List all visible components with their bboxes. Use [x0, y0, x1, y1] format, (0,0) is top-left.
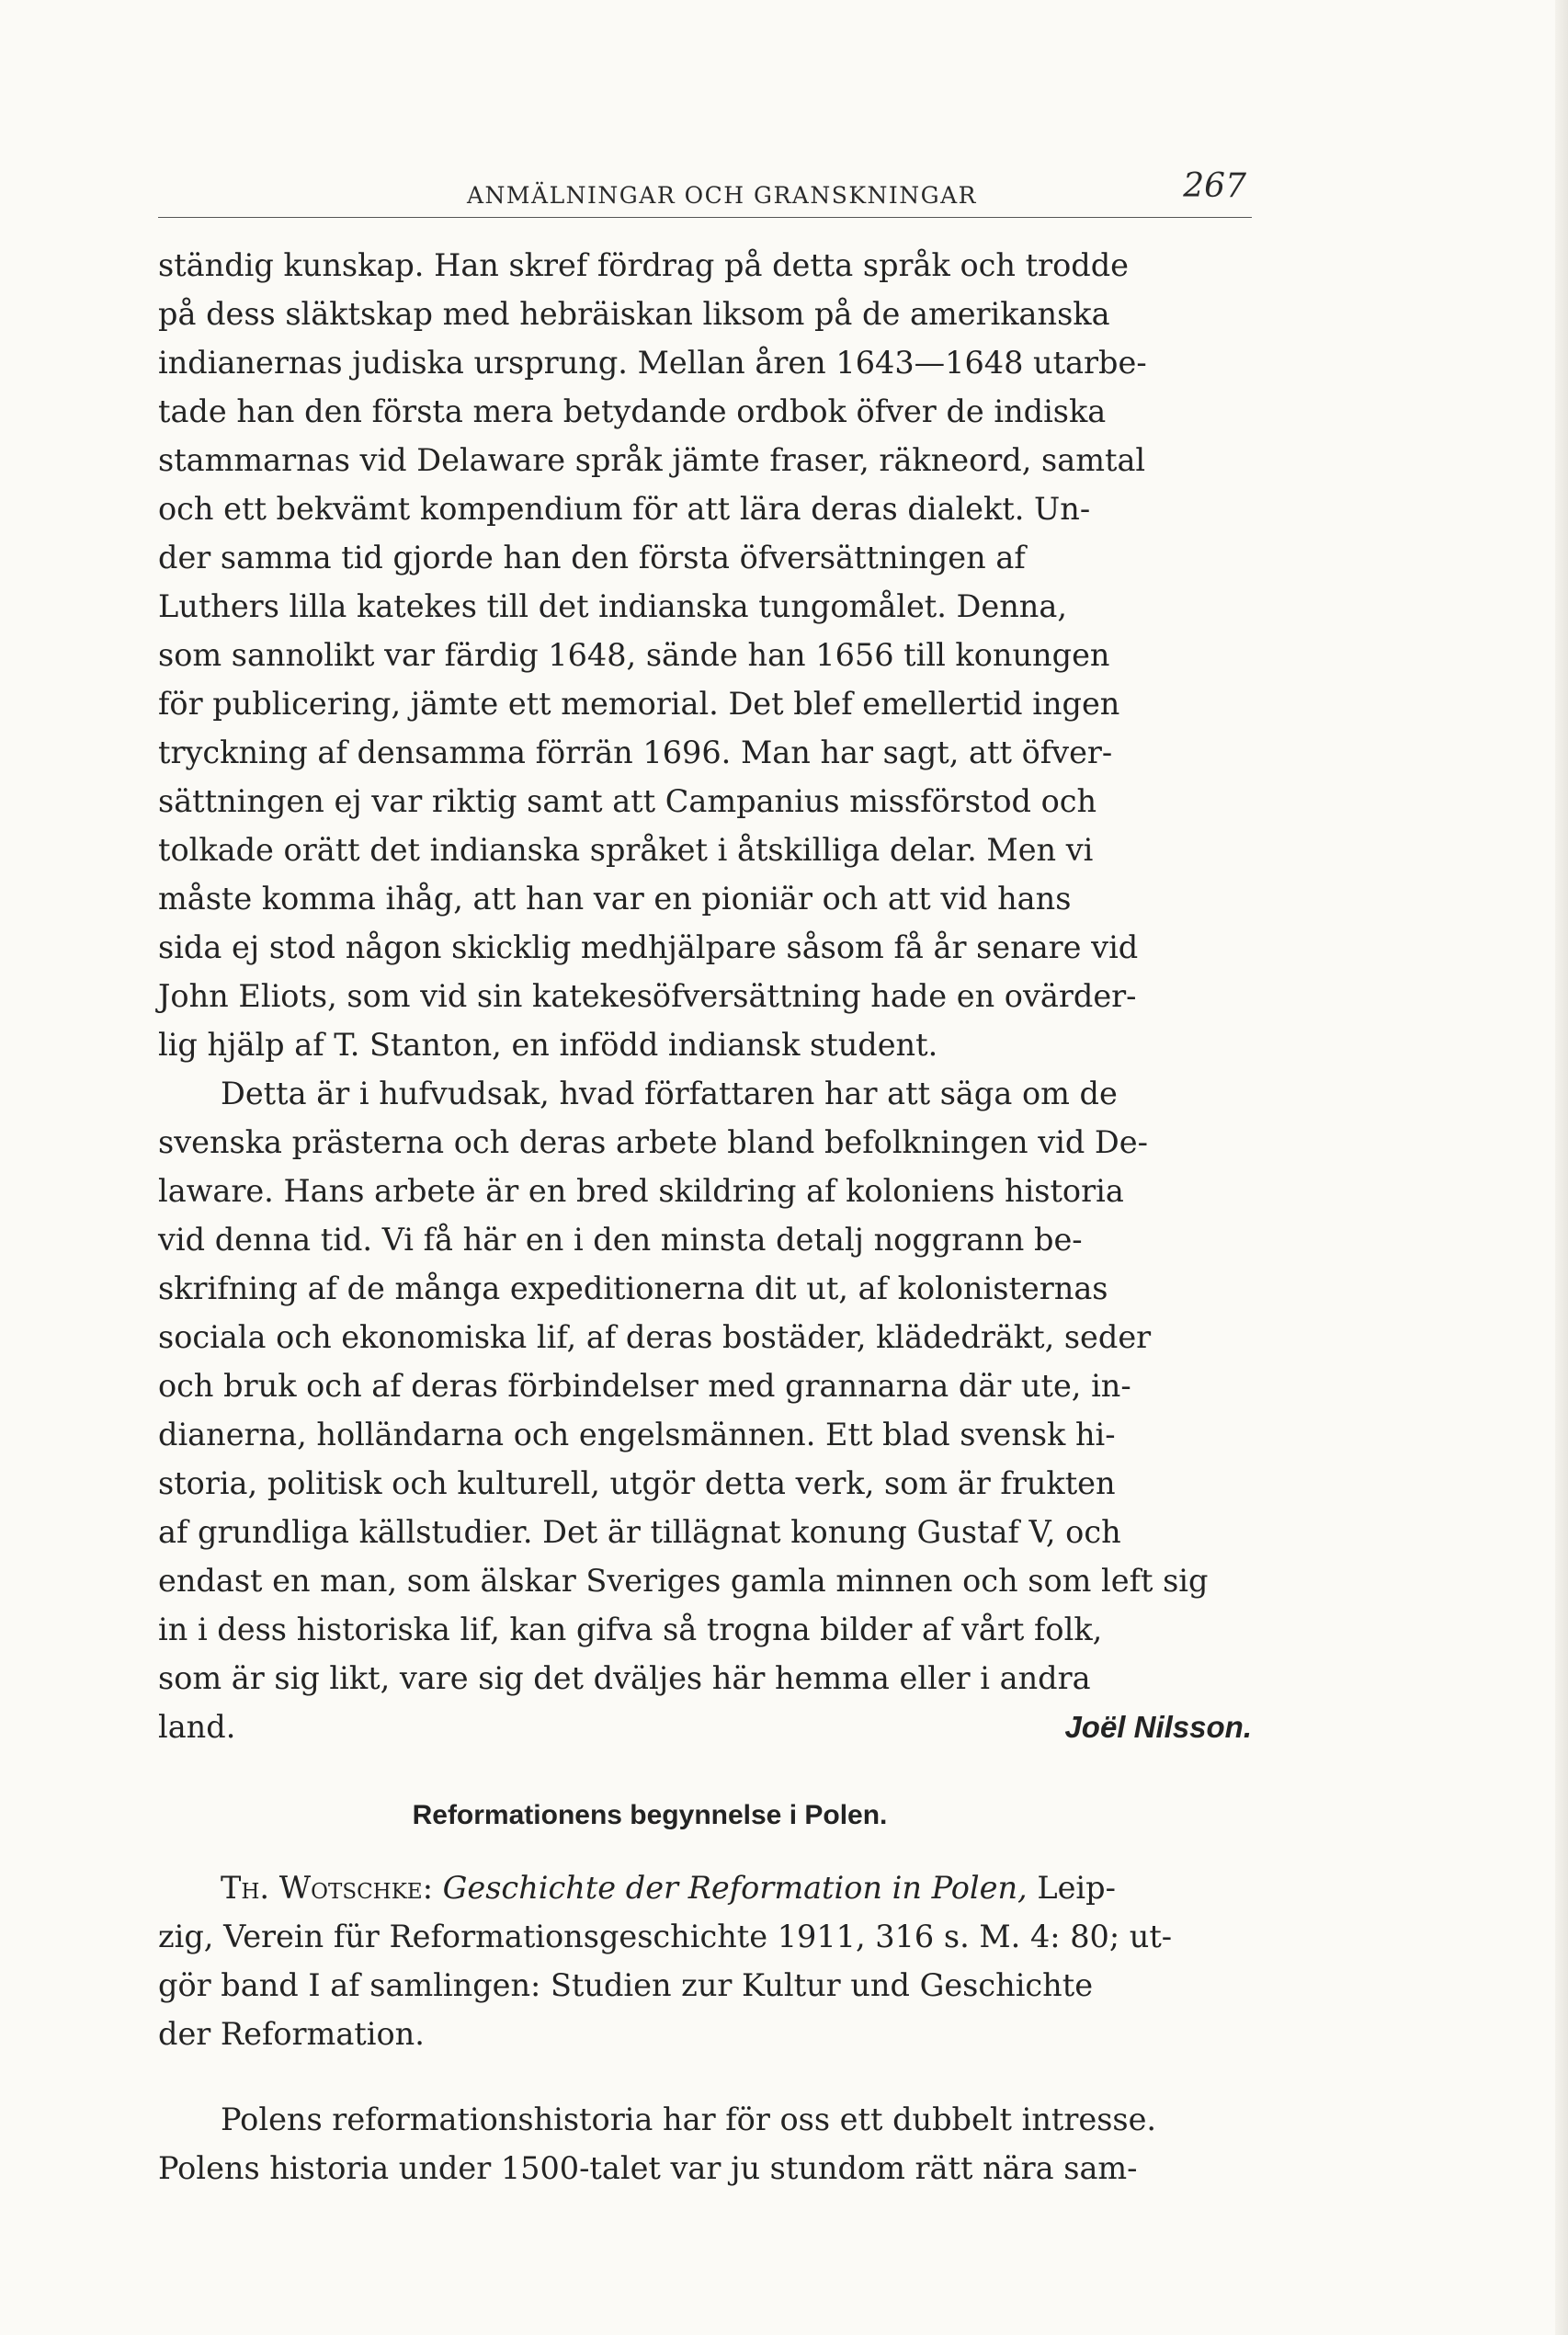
- text-line: måste komma ihåg, att han var en pioniär och att vid hans: [158, 881, 1072, 917]
- text-line: sida ej stod någon skicklig medhjälpare såsom få år senare vid: [158, 929, 1139, 965]
- text-line: der samma tid gjorde han den första öfversättningen af: [158, 540, 1026, 575]
- page-header: [158, 167, 1252, 221]
- text-line: laware. Hans arbete är en bred skildring af koloniens historia: [158, 1173, 1124, 1209]
- text-line: för publicering, jämte ett memorial. Det blef emellertid ingen: [158, 686, 1120, 722]
- text-line: och ett bekvämt kompendium för att lära deras dialekt. Un-: [158, 491, 1091, 527]
- text-line: in i dess historiska lif, kan gifva så trogna bilder af vårt folk,: [158, 1612, 1103, 1647]
- text-line: vid denna tid. Vi få här en i den minsta detalj noggrann be-: [158, 1222, 1083, 1258]
- text-line: John Eliots, som vid sin katekesöfversättning hade en ovärder-: [158, 978, 1137, 1014]
- text-line: Luthers lilla katekes till det indianska tungomålet. Denna,: [158, 588, 1068, 624]
- text-line: och bruk och af deras förbindelser med grannarna där ute, in-: [158, 1368, 1131, 1404]
- text-line: svenska prästerna och deras arbete bland befolkningen vid De-: [158, 1124, 1148, 1160]
- text-line: skrifning af de många expeditionerna dit ut, af kolonisternas: [158, 1270, 1108, 1306]
- text-line: på dess släktskap med hebräiskan liksom på de amerikanska: [158, 296, 1110, 332]
- text-line: indianernas judiska ursprung. Mellan åren 1643—1648 utarbe-: [158, 345, 1147, 381]
- page-body: [158, 241, 1270, 2193]
- text-line: tolkade orätt det indianska språket i åtskilliga delar. Men vi: [158, 832, 1094, 868]
- page-edge-shadow: [1555, 0, 1568, 2335]
- text-line: som är sig likt, vare sig det dväljes här hemma eller i andra: [158, 1660, 1091, 1696]
- review1-paragraph1: [158, 241, 1270, 1069]
- section-heading: Reformationens begynnelse i Polen.: [412, 1800, 888, 1830]
- text-line: af grundliga källstudier. Det är tillägnat konung Gustaf V, och: [158, 1514, 1121, 1550]
- spacer: [158, 2058, 1270, 2095]
- signature-line: [158, 1703, 1270, 1751]
- text-line: tade han den första mera betydande ordbok öfver de indiska: [158, 393, 1107, 429]
- text-line: endast en man, som älskar Sveriges gamla minnen och som left sig: [158, 1563, 1209, 1599]
- text-line: sättningen ej var riktig samt att Campanius missförstod och: [158, 783, 1097, 819]
- text-line: lig hjälp af T. Stanton, en infödd indiansk student.: [158, 1027, 938, 1063]
- text-line: sociala och ekonomiska lif, af deras bostäder, klädedräkt, seder: [158, 1319, 1152, 1355]
- citation-line: gör band I af samlingen: Studien zur Kultur und Geschichte: [158, 1967, 1094, 2003]
- citation-line: Th. Wotschke: Geschichte der Reformation in Polen, Leip-: [221, 1870, 1116, 1906]
- citation-line: zig, Verein für Reformationsgeschichte 1911, 316 s. M. 4: 80; ut-: [158, 1919, 1173, 1954]
- header-rule: [158, 217, 1252, 218]
- text-line: land.: [158, 1709, 236, 1745]
- citation-title: Geschichte der Reformation in Polen,: [442, 1870, 1028, 1906]
- text-line: Polens reformationshistoria har för oss ett dubbelt intresse.: [221, 2102, 1157, 2137]
- text-line: Polens historia under 1500-talet var ju stundom rätt nära sam-: [158, 2150, 1138, 2186]
- reviewer-signature: Joël Nilsson.: [1064, 1710, 1252, 1744]
- text-line: dianerna, holländarna och engelsmännen. Ett blad svensk hi-: [158, 1417, 1116, 1452]
- text-line: tryckning af densamma förrän 1696. Man har sagt, att öfver-: [158, 735, 1113, 770]
- citation-place: Leip-: [1037, 1870, 1116, 1906]
- text-line: storia, politisk och kulturell, utgör detta verk, som är frukten: [158, 1465, 1116, 1501]
- text-line: Detta är i hufvudsak, hvad författaren har att säga om de: [221, 1076, 1118, 1111]
- review2-citation: [158, 1863, 1270, 2058]
- text-line: stammarnas vid Delaware språk jämte fraser, räkneord, samtal: [158, 442, 1146, 478]
- citation-line: der Reformation.: [158, 2016, 425, 2052]
- review2-paragraph1: [158, 2095, 1270, 2193]
- review1-paragraph2: [158, 1069, 1270, 1751]
- running-head: ANMÄLNINGAR OCH GRANSKNINGAR: [467, 182, 977, 209]
- text-line: som sannolikt var färdig 1648, sände han 1656 till konungen: [158, 637, 1110, 673]
- citation-author: Th. Wotschke: [221, 1870, 423, 1906]
- page-number: 267: [1183, 167, 1246, 205]
- text-line: ständig kunskap. Han skref fördrag på detta språk och trodde: [158, 247, 1129, 283]
